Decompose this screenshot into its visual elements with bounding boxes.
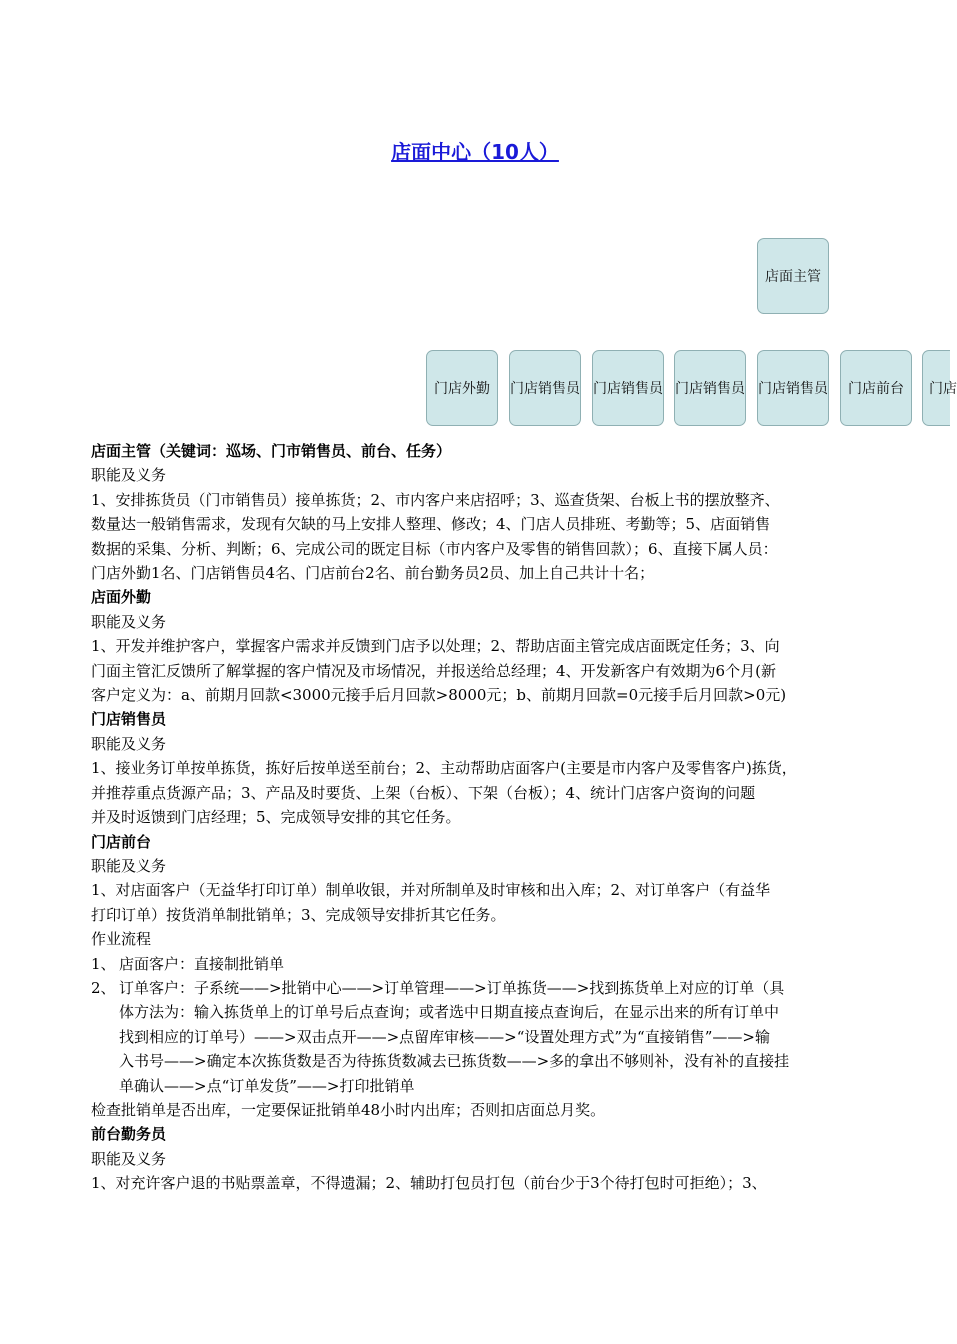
flow-item-line: 入书号——>确定本次拣货数是否为待拣货数减去已拣货数——>多的拿出不够则补，没有补的直接挂	[119, 1052, 790, 1071]
flow-item-1	[91, 952, 871, 976]
document-body	[91, 439, 871, 1196]
org-node-sales-4: 门店销售员	[757, 350, 829, 426]
flow-item-line: 单确认——>点“订单发货”——>打印批销单	[119, 1076, 415, 1095]
org-node-sales-2: 门店销售员	[592, 350, 664, 426]
duty-label: 职能及义务	[91, 1149, 167, 1168]
paragraph-line: 1、安排拣货员（门市销售员）接单拣货；2、市内客户来店招呼；3、巡查货架、台板上书的摆放整齐、	[91, 490, 780, 509]
org-node-manager: 店面主管	[757, 238, 829, 314]
section-heading-front: 门店前台	[91, 832, 152, 851]
paragraph-line: 数量达一般销售需求，发现有欠缺的马上安排人整理、修改；4、门店人员排班、考勤等；5、店面销售	[91, 515, 771, 534]
note-line: 检查批销单是否出库，一定要保证批销单48小时内出库；否则扣店面总月奖。	[91, 1100, 606, 1119]
paragraph-line: 门店外勤1名、门店销售员4名、门店前台2名、前台勤务员2员、加上自己共计十名；	[91, 564, 655, 583]
org-node-sales-1: 门店销售员	[509, 350, 581, 426]
flow-item-line: 体方法为：输入拣货单上的订单号后点查询；或者选中日期直接点查询后，在显示出来的所有订单中	[119, 1003, 780, 1022]
paragraph-line: 1、对充许客户退的书贴票盖章，不得遗漏；2、辅助打包员打包（前台少于3个待打包时可拒绝）；3、	[91, 1174, 767, 1193]
org-node-sales-3: 门店销售员	[674, 350, 746, 426]
paragraph-line: 1、接业务订单按单拣货，拣好后按单送至前台；2、主动帮助店面客户(主要是市内客户及零售客户)拣货，	[91, 759, 797, 778]
flow-item-line: 找到相应的订单号）——>双击点开——>点留库审核——>“设置处理方式”为“直接销售”——>输	[119, 1027, 770, 1046]
section-heading-service: 前台勤务员	[91, 1125, 167, 1144]
duty-label: 职能及义务	[91, 466, 167, 485]
paragraph-line: 并推荐重点货源产品；3、产品及时要货、上架（台板）、下架（台板）；4、统计门店客户资询的问题	[91, 783, 756, 802]
flow-item-line: 店面客户：直接制批销单	[119, 954, 285, 973]
paragraph-line: 打印订单）按货消单制批销单；3、完成领导安排折其它任务。	[91, 905, 506, 924]
section-heading-sales: 门店销售员	[91, 710, 167, 729]
flow-item-line: 订单客户：子系统——>批销中心——>订单管理——>订单拣货——>找到拣货单上对应的订单（具	[119, 978, 785, 997]
paragraph-line: 1、对店面客户（无益华打印订单）制单收银，并对所制单及时审核和出入库；2、对订单客户（有益华	[91, 881, 771, 900]
paragraph-line: 1、开发并维护客户，掌握客户需求并反馈到门店予以处理；2、帮助店面主管完成店面既定任务；3、向	[91, 637, 780, 656]
duty-label: 职能及义务	[91, 734, 167, 753]
duty-label: 职能及义务	[91, 856, 167, 875]
org-node-field: 门店外勤	[426, 350, 498, 426]
section-heading-manager: 店面主管（关键词：巡场、门市销售员、前台、任务）	[91, 442, 452, 460]
duty-label: 职能及义务	[91, 612, 167, 631]
section-heading-field: 店面外勤	[91, 588, 152, 607]
page-title: 店面中心（10人）	[391, 140, 559, 164]
org-node-front-2-clipped: 门店	[922, 350, 950, 426]
flow-label: 作业流程	[91, 930, 152, 949]
org-node-front: 门店前台	[840, 350, 912, 426]
paragraph-line: 门面主管汇反馈所了解掌握的客户情况及市场情况，并报送给总经理；4、开发新客户有效期为6个月(新	[91, 661, 776, 680]
flow-item-2	[91, 976, 871, 1098]
paragraph-line: 数据的采集、分析、判断；6、完成公司的既定目标（市内客户及零售的销售回款）；6、直接下属人员：	[91, 539, 778, 558]
paragraph-line: 并及时返馈到门店经理；5、完成领导安排的其它任务。	[91, 808, 461, 827]
paragraph-line: 客户定义为：a、前期月回款<3000元接手后月回款>8000元；b、前期月回款=0元接手后月回款>0元)	[91, 686, 787, 705]
flow-item-number: 1、	[91, 954, 116, 973]
flow-item-number: 2、	[91, 978, 116, 997]
